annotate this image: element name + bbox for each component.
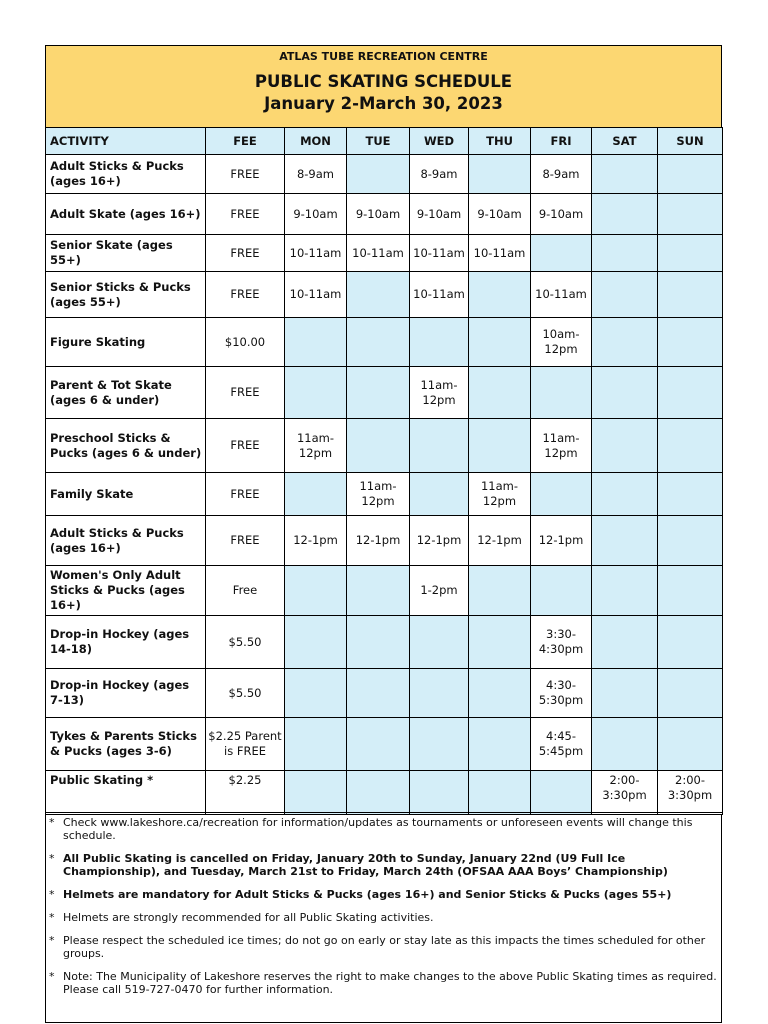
time-cell-sat [592, 367, 658, 419]
note-marker: * [49, 970, 55, 983]
time-cell-sun: 2:00-3:30pm [658, 771, 723, 815]
facility-name: ATLAS TUBE RECREATION CENTRE [279, 50, 488, 63]
note-text: Note: The Municipality of Lakeshore reserves the right to make changes to the above Public Skating times as required. Please call 519-727-0470 for further information. [63, 970, 717, 996]
time-cell-tue: 11am-12pm [347, 473, 410, 516]
note-marker: * [49, 934, 55, 947]
activity-cell: Adult Sticks & Pucks (ages 16+) [46, 516, 206, 566]
time-cell-wed: 12-1pm [410, 516, 469, 566]
note-marker: * [49, 911, 55, 924]
table-row [46, 367, 723, 419]
activity-cell: Adult Sticks & Pucks (ages 16+) [46, 155, 206, 194]
fee-cell: FREE [206, 194, 285, 235]
time-cell-wed: 11am-12pm [410, 367, 469, 419]
time-cell-mon: 12-1pm [285, 516, 347, 566]
activity-cell: Figure Skating [46, 318, 206, 367]
time-cell-sat: 2:00-3:30pm [592, 771, 658, 815]
time-cell-sat [592, 318, 658, 367]
table-row [46, 669, 723, 718]
time-cell-sun [658, 669, 723, 718]
time-cell-thu: 10-11am [469, 235, 531, 272]
time-cell-mon [285, 616, 347, 669]
activity-cell: Tykes & Parents Sticks & Pucks (ages 3-6) [46, 718, 206, 771]
time-cell-mon [285, 669, 347, 718]
note-marker: * [49, 888, 55, 901]
fee-cell: $5.50 [206, 669, 285, 718]
time-cell-tue: 12-1pm [347, 516, 410, 566]
time-cell-mon [285, 318, 347, 367]
schedule-title: PUBLIC SKATING SCHEDULE [254, 72, 513, 91]
time-cell-thu [469, 616, 531, 669]
time-cell-tue [347, 419, 410, 473]
time-cell-tue [347, 718, 410, 771]
time-cell-tue: 9-10am [347, 194, 410, 235]
fee-cell: $2.25 Parent is FREE [206, 718, 285, 771]
fee-cell: FREE [206, 516, 285, 566]
time-cell-fri [531, 566, 592, 616]
time-cell-mon [285, 718, 347, 771]
column-header-activity: ACTIVITY [46, 128, 206, 155]
fee-cell: FREE [206, 272, 285, 318]
table-row [46, 194, 723, 235]
table-row [46, 566, 723, 616]
time-cell-sat [592, 616, 658, 669]
time-cell-thu: 9-10am [469, 194, 531, 235]
fee-cell: FREE [206, 419, 285, 473]
activity-cell: Women's Only Adult Sticks & Pucks (ages 16+) [46, 566, 206, 616]
activity-cell: Public Skating * [46, 771, 206, 815]
note-item [48, 934, 718, 960]
table-row [46, 235, 723, 272]
activity-cell: Preschool Sticks & Pucks (ages 6 & under) [46, 419, 206, 473]
table-row [46, 155, 723, 194]
time-cell-sat [592, 516, 658, 566]
note-marker: * [49, 852, 55, 865]
time-cell-sun [658, 194, 723, 235]
note-marker: * [49, 816, 55, 829]
time-cell-thu [469, 272, 531, 318]
time-cell-thu [469, 367, 531, 419]
fee-cell: $5.50 [206, 616, 285, 669]
time-cell-fri [531, 771, 592, 815]
table-row [46, 516, 723, 566]
time-cell-fri: 9-10am [531, 194, 592, 235]
schedule-table [45, 127, 723, 815]
time-cell-mon: 10-11am [285, 235, 347, 272]
note-text: Check www.lakeshore.ca/recreation for information/updates as tournaments or unforeseen events will change this schedule. [63, 816, 693, 842]
time-cell-sun [658, 718, 723, 771]
time-cell-mon [285, 566, 347, 616]
time-cell-tue [347, 318, 410, 367]
time-cell-wed: 1-2pm [410, 566, 469, 616]
notes-divider [45, 812, 722, 813]
time-cell-thu [469, 669, 531, 718]
time-cell-wed [410, 669, 469, 718]
time-cell-sun [658, 272, 723, 318]
time-cell-sun [658, 419, 723, 473]
time-cell-mon: 9-10am [285, 194, 347, 235]
table-row [46, 473, 723, 516]
time-cell-fri: 10-11am [531, 272, 592, 318]
time-cell-sun [658, 516, 723, 566]
time-cell-sat [592, 235, 658, 272]
time-cell-thu [469, 318, 531, 367]
time-cell-thu [469, 718, 531, 771]
time-cell-wed: 10-11am [410, 235, 469, 272]
time-cell-wed [410, 718, 469, 771]
fee-cell: Free [206, 566, 285, 616]
time-cell-sat [592, 155, 658, 194]
activity-cell: Drop-in Hockey (ages 7-13) [46, 669, 206, 718]
time-cell-tue [347, 771, 410, 815]
time-cell-fri: 4:45-5:45pm [531, 718, 592, 771]
time-cell-thu [469, 771, 531, 815]
time-cell-mon [285, 473, 347, 516]
time-cell-sat [592, 272, 658, 318]
time-cell-fri: 3:30-4:30pm [531, 616, 592, 669]
time-cell-tue [347, 669, 410, 718]
time-cell-sat [592, 473, 658, 516]
time-cell-fri: 8-9am [531, 155, 592, 194]
note-item [48, 970, 718, 996]
time-cell-thu: 11am-12pm [469, 473, 531, 516]
time-cell-fri: 4:30-5:30pm [531, 669, 592, 718]
note-text: Please respect the scheduled ice times; do not go on early or stay late as this impacts the times scheduled for other groups. [63, 934, 706, 960]
time-cell-mon: 8-9am [285, 155, 347, 194]
table-row [46, 318, 723, 367]
time-cell-thu [469, 155, 531, 194]
activity-cell: Parent & Tot Skate (ages 6 & under) [46, 367, 206, 419]
fee-cell: FREE [206, 155, 285, 194]
time-cell-wed: 10-11am [410, 272, 469, 318]
time-cell-sat [592, 566, 658, 616]
time-cell-tue [347, 367, 410, 419]
activity-cell: Senior Sticks & Pucks (ages 55+) [46, 272, 206, 318]
time-cell-fri [531, 473, 592, 516]
activity-cell: Senior Skate (ages 55+) [46, 235, 206, 272]
time-cell-wed: 8-9am [410, 155, 469, 194]
note-text: Helmets are strongly recommended for all Public Skating activities. [63, 911, 434, 924]
column-header-fri: FRI [531, 128, 592, 155]
column-header-fee: FEE [206, 128, 285, 155]
activity-cell: Drop-in Hockey (ages 14-18) [46, 616, 206, 669]
note-item [48, 852, 718, 878]
time-cell-wed [410, 616, 469, 669]
schedule-header [46, 46, 721, 127]
time-cell-mon [285, 367, 347, 419]
time-cell-mon [285, 771, 347, 815]
time-cell-fri: 11am-12pm [531, 419, 592, 473]
table-row [46, 771, 723, 815]
time-cell-wed [410, 473, 469, 516]
time-cell-wed [410, 318, 469, 367]
time-cell-sat [592, 419, 658, 473]
time-cell-tue [347, 566, 410, 616]
table-row [46, 272, 723, 318]
column-header-tue: TUE [347, 128, 410, 155]
time-cell-tue [347, 616, 410, 669]
note-item [48, 911, 718, 924]
column-header-mon: MON [285, 128, 347, 155]
time-cell-wed [410, 419, 469, 473]
fee-cell: FREE [206, 473, 285, 516]
table-row [46, 419, 723, 473]
column-header-thu: THU [469, 128, 531, 155]
time-cell-sun [658, 367, 723, 419]
time-cell-fri: 12-1pm [531, 516, 592, 566]
column-header-sat: SAT [592, 128, 658, 155]
time-cell-fri [531, 235, 592, 272]
table-row [46, 718, 723, 771]
fee-cell: FREE [206, 235, 285, 272]
note-text: Helmets are mandatory for Adult Sticks & Pucks (ages 16+) and Senior Sticks & Pucks (ages 55+) [63, 888, 672, 901]
time-cell-tue [347, 272, 410, 318]
column-header-row [46, 128, 723, 155]
fee-cell: FREE [206, 367, 285, 419]
time-cell-sun [658, 318, 723, 367]
time-cell-sun [658, 473, 723, 516]
time-cell-tue: 10-11am [347, 235, 410, 272]
time-cell-thu [469, 566, 531, 616]
time-cell-tue [347, 155, 410, 194]
activity-cell: Family Skate [46, 473, 206, 516]
time-cell-fri [531, 367, 592, 419]
time-cell-sun [658, 235, 723, 272]
time-cell-sun [658, 566, 723, 616]
time-cell-wed: 9-10am [410, 194, 469, 235]
time-cell-fri: 10am-12pm [531, 318, 592, 367]
time-cell-thu [469, 419, 531, 473]
column-header-sun: SUN [658, 128, 723, 155]
note-item [48, 816, 718, 842]
time-cell-mon: 10-11am [285, 272, 347, 318]
time-cell-thu: 12-1pm [469, 516, 531, 566]
time-cell-sat [592, 718, 658, 771]
time-cell-sun [658, 616, 723, 669]
time-cell-sat [592, 194, 658, 235]
time-cell-mon: 11am-12pm [285, 419, 347, 473]
time-cell-sat [592, 669, 658, 718]
notes-list [48, 816, 718, 1006]
column-header-wed: WED [410, 128, 469, 155]
table-row [46, 616, 723, 669]
activity-cell: Adult Skate (ages 16+) [46, 194, 206, 235]
fee-cell: $2.25 [206, 771, 285, 815]
time-cell-wed [410, 771, 469, 815]
fee-cell: $10.00 [206, 318, 285, 367]
schedule-dates: January 2-March 30, 2023 [264, 94, 503, 113]
note-item [48, 888, 718, 901]
note-text: All Public Skating is cancelled on Friday, January 20th to Sunday, January 22nd (U9 Full Ice Championship), and Tuesday, March 21st to Friday, March 24th (OFSAA AAA Boys’ Championship) [63, 852, 668, 878]
time-cell-sun [658, 155, 723, 194]
